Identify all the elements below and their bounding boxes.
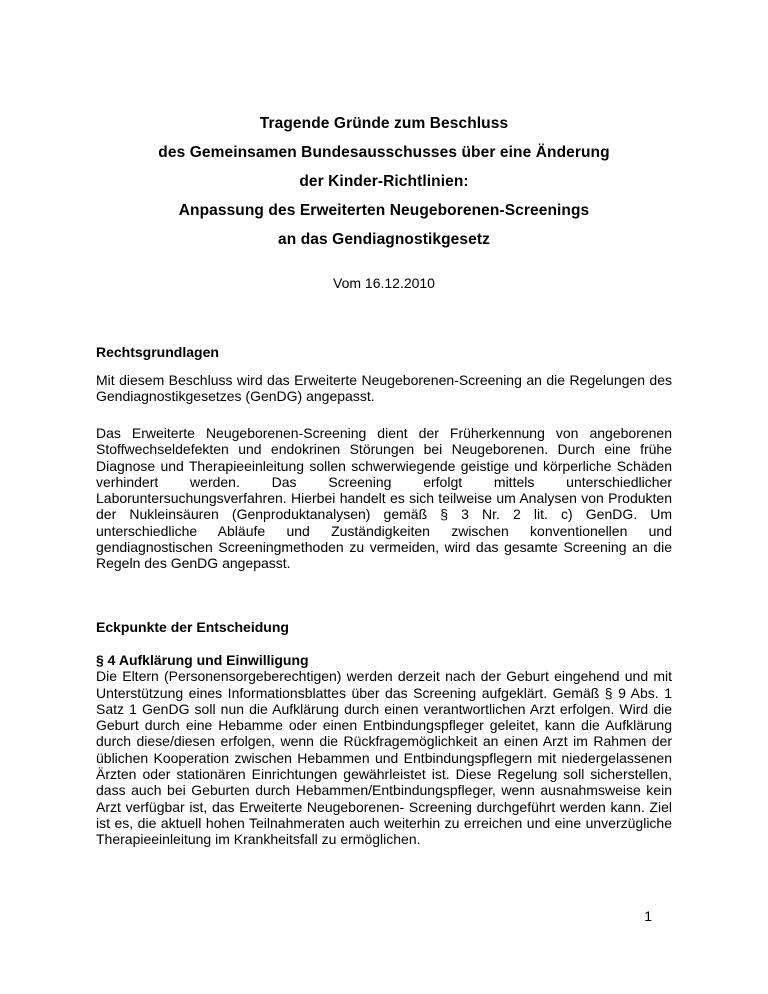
document-title-line: Anpassung des Erweiterten Neugeborenen-Screenings [178, 202, 590, 219]
page-number: 1 [644, 908, 652, 924]
document-title-line: an das Gendiagnostikgesetz [278, 231, 490, 248]
section-heading-rechtsgrundlagen: Rechtsgrundlagen [96, 344, 219, 360]
section-heading-eckpunkte: Eckpunkte der Entscheidung [96, 619, 289, 635]
paragraph-rechtsgrundlagen-2: Das Erweiterte Neugeborenen-Screening dient der Früherkennung von angeborenen Stoffwechseldefekten und endokrinen Störungen bei Neugeborenen. Durch eine frühe Diagnose und Therapieeinleitung sollen schwerwiegende geistige und körperliche Schäden verhindert werden. Das Screening erfolgt mittels unterschiedlicher Laboruntersuchungsverfahren. Hierbei handelt es sich teilweise um Analysen von Produkten der Nukleinsäuren (Genproduktanalysen) gemäß § 3 Nr. 2 lit. c) GenDG. Um unterschiedliche Abläufe und Zuständigkeiten zwischen konventionellen und gendiagnostischen Screeningmethoden zu vermeiden, wird das gesamte Screening an die Regeln des GenDG angepasst. [96, 425, 672, 572]
document-title-line: der Kinder-Richtlinien: [299, 173, 469, 190]
document-date: Vom 16.12.2010 [333, 275, 435, 291]
paragraph-aufklaerung: Die Eltern (Personensorgeberechtigen) werden derzeit nach der Geburt eingehend und mit Unterstützung eines Informationsblattes über das Screening aufgeklärt. Gemäß § 9 Abs. 1 Satz 1 GenDG soll nun die Aufklärung durch einen verantwortlichen Arzt erfolgen. Wird die Geburt durch eine Hebamme oder einen Entbindungspfleger geleitet, kann die Aufklärung durch diese/diesen erfolgen, wenn die Rückfragemöglichkeit an einen Arzt im Rahmen der üblichen Kooperation zwischen Hebammen und Entbindungspflegern mit niedergelassenen Ärzten oder stationären Einrichtungen gewährleistet ist. Diese Regelung soll sicherstellen, dass auch bei Geburten durch Hebammen/Entbindungspfleger, wenn ausnahmsweise kein Arzt verfügbar ist, das Erweiterte Neugeborenen- Screening durchgeführt werden kann. Ziel ist es, die aktuell hohen Teilnahmeraten auch weiterhin zu erreichen und eine unverzügliche Therapieeinleitung im Krankheitsfall zu ermöglichen. [96, 668, 672, 848]
paragraph-rechtsgrundlagen-1: Mit diesem Beschluss wird das Erweiterte Neugeborenen-Screening an die Regelungen des Gendiagnostikgesetzes (GenDG) angepasst. [96, 372, 672, 405]
document-title-line: Tragende Gründe zum Beschluss [259, 115, 509, 132]
document-title-line: des Gemeinsamen Bundesausschusses über eine Änderung [158, 144, 610, 161]
subsection-paragraph-4 [96, 652, 672, 848]
subsection-heading-aufklaerung: § 4 Aufklärung und Einwilligung [96, 652, 309, 668]
document-title [96, 109, 672, 254]
